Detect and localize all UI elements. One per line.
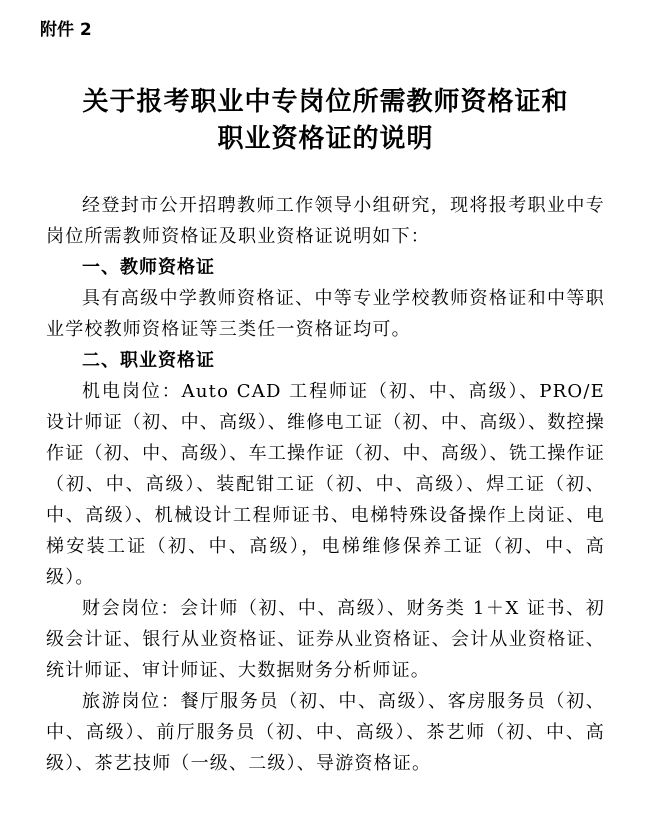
tourism-post-paragraph: 旅游岗位：餐厅服务员（初、中、高级）、客房服务员（初、中、高级）、前厅服务员（初、中、高级）、茶艺师（初、中、高级）、茶艺技师（一级、二级）、导游资格证。: [46, 691, 605, 774]
accounting-post-paragraph: 财会岗位：会计师（初、中、高级）、财务类 1＋X 证书、初级会计证、银行从业资格证、证券从业资格证、会计从业资格证、统计师证、审计师证、大数据财务分析师证。: [46, 598, 605, 681]
section-heading-vocational-certificate: 二、职业资格证: [82, 350, 215, 371]
title-line-1: 关于报考职业中专岗位所需教师资格证和: [82, 87, 569, 117]
intro-paragraph: 经登封市公开招聘教师工作领导小组研究，现将报考职业中专岗位所需教师资格证及职业资格证说明如下：: [46, 195, 605, 247]
teacher-certificate-paragraph: 具有高级中学教师资格证、中等专业学校教师资格证和中等职业学校教师资格证等三类任一资格证均可。: [46, 288, 605, 340]
title-line-2: 职业资格证的说明: [217, 124, 434, 154]
document-title: [20, 84, 631, 158]
section-heading-teacher-certificate: 一、教师资格证: [82, 257, 215, 278]
attachment-label: 附件 2: [40, 20, 92, 40]
document-body: [46, 190, 605, 779]
mechanical-post-paragraph: 机电岗位：Auto CAD 工程师证（初、中、高级）、PRO/E设计师证（初、中、高级）、维修电工证（初、中、高级）、数控操作证（初、中、高级）、车工操作证（初、中、高级）、铣工操作证（初、中、高级）、装配钳工证（初、中、高级）、焊工证（初、中、高级）、机械设计工程师证书、电梯特殊设备操作上岗证、电梯安装工证（初、中、高级），电梯维修保养工证（初、中、高级）。: [46, 381, 605, 588]
